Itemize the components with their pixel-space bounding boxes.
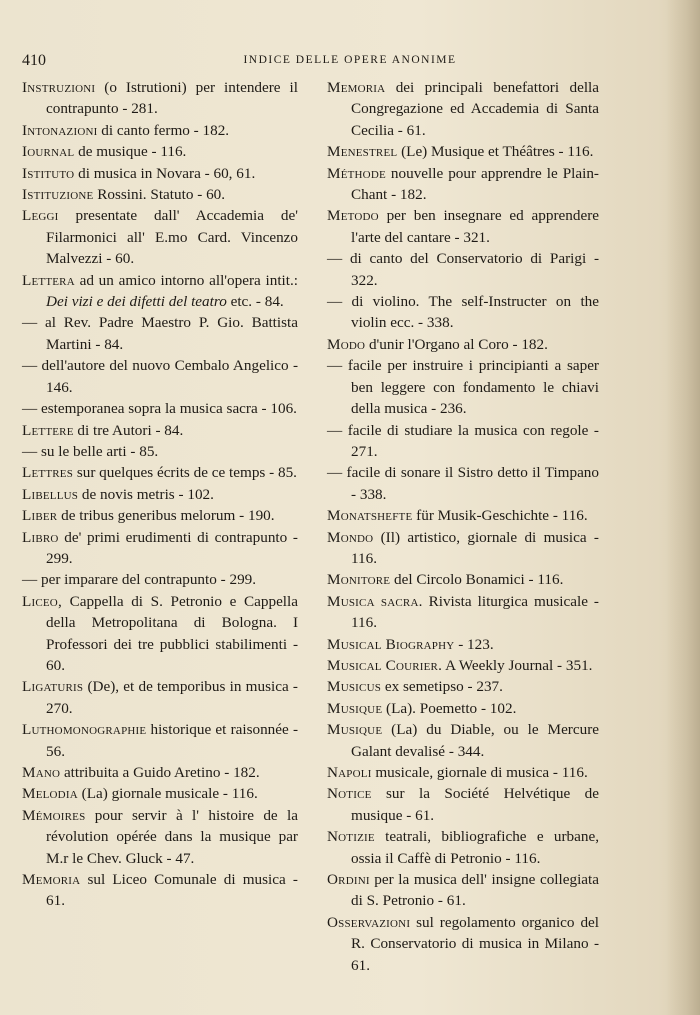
entry-text: ad un amico intorno all'opera intit.: [74, 271, 298, 289]
entry-text: sur la Société Helvétique de musique - 61. [351, 785, 599, 824]
entry-text: — estemporanea sopra la musica sacra - 106. [22, 400, 297, 418]
entry-heading: Intonazioni [22, 121, 98, 139]
index-entry [327, 655, 599, 676]
index-entry [327, 591, 599, 634]
entry-heading: Liceo, [22, 592, 62, 610]
index-entry [327, 355, 599, 419]
entry-heading: Luthomonographie [22, 721, 147, 739]
entry-text: di canto fermo - 182. [97, 121, 230, 139]
page-edge-shadow [666, 0, 700, 1015]
index-entry [22, 869, 298, 912]
entry-text: (La) giornale musicale - 116. [77, 785, 258, 803]
entry-text: sul Liceo Comunale di musica - 61. [46, 871, 298, 910]
entry-heading: Méthode [327, 164, 386, 182]
right-column [327, 77, 599, 976]
entry-heading: Iournal [22, 143, 75, 161]
entry-text: sul regolamento organico del R. Conservatorio di musica in Milano - 61. [351, 913, 599, 974]
entry-heading: Notice [327, 785, 372, 803]
entry-text: (La) du Diable, ou le Mercure Galant devalisé - 344. [351, 721, 599, 760]
entry-heading: Musicus [327, 678, 382, 696]
index-entry [22, 484, 298, 505]
entry-text: (o Istrutioni) per intendere il contrapunto - 281. [46, 79, 298, 118]
entry-heading: Napoli [327, 764, 372, 781]
index-entry [22, 462, 298, 483]
entry-heading: Libro [22, 528, 59, 546]
entry-heading: Musique [327, 721, 383, 739]
entry-heading: Osservazioni [327, 913, 411, 931]
entry-heading: Monitore [327, 571, 391, 589]
entry-text: für Musik-Geschichte - 116. [412, 507, 588, 525]
entry-text: Cappella di S. Petronio e Cappella della Metropolitana di Bologna. I Professori dei tre pubblici stabilimenti - 60. [46, 592, 298, 674]
index-entry [327, 527, 599, 570]
index-entry [22, 77, 298, 120]
entry-text: del Circolo Bonamici - 116. [390, 571, 564, 589]
index-entry [22, 420, 298, 441]
index-entry [327, 826, 599, 869]
entry-text: — su le belle arti - 85. [22, 442, 159, 460]
entry-heading: Liber [22, 507, 58, 525]
index-entry [327, 869, 599, 912]
index-entry [22, 441, 298, 462]
entry-text: — facile di sonare il Sistro detto il Timpano - 338. [327, 464, 599, 503]
index-entry [327, 505, 599, 526]
index-entry [22, 163, 298, 184]
entry-text: (De), et de temporibus in musica - 270. [46, 678, 298, 717]
index-entry [327, 912, 599, 976]
entry-heading: Istituto [22, 164, 75, 182]
entry-heading: Modo [327, 335, 366, 353]
entry-heading: Musica sacra. [327, 592, 423, 610]
entry-text: dei principali benefattori della Congregazione ed Accademia di Santa Cecilia - 61. [351, 79, 599, 139]
index-entry [327, 163, 599, 206]
entry-text: - 123. [454, 635, 494, 653]
index-entry [327, 462, 599, 505]
entry-text: per ben insegnare ed apprendere l'arte del cantare - 321. [351, 207, 599, 246]
entry-text-tail: etc. - 84. [226, 293, 284, 311]
entry-text: de musique - 116. [74, 143, 187, 161]
index-entry [22, 762, 298, 783]
running-title: INDICE DELLE OPERE ANONIME [243, 54, 457, 66]
entry-text: sur quelques écrits de ce temps - 85. [73, 464, 297, 482]
entry-heading: Lettres [22, 464, 74, 482]
entry-text: attribuita a Guido Aretino - 182. [60, 764, 260, 781]
index-entry [327, 676, 599, 697]
index-entry [327, 762, 599, 783]
index-entry [327, 420, 599, 463]
index-entry [327, 291, 599, 334]
page-number: 410 [22, 52, 46, 69]
entry-text: nouvelle pour apprendre le Plain-Chant - 182. [351, 164, 599, 204]
index-entry [22, 676, 298, 719]
page-header [22, 52, 678, 72]
entry-text: di musica in Novara - 60, 61. [74, 164, 256, 182]
index-entry [22, 805, 298, 869]
entry-text: — di canto del Conservatorio di Parigi - 322. [327, 250, 599, 289]
index-entry [22, 591, 298, 677]
entry-heading: Mémoires [22, 806, 86, 824]
entry-heading: Menestrel [327, 143, 398, 161]
index-entry [327, 783, 599, 826]
index-entry [22, 505, 298, 526]
entry-text: — al Rev. Padre Maestro P. Gio. Battista Martini - 84. [22, 314, 298, 353]
entry-heading: Libellus [22, 485, 79, 503]
entry-heading: Melodia [22, 785, 78, 803]
entry-text: de novis metris - 102. [78, 485, 214, 503]
entry-text: Rivista liturgica musicale - 116. [351, 592, 599, 632]
entry-text: di tre Autori - 84. [73, 421, 184, 439]
index-entry [22, 783, 298, 804]
index-entry [327, 141, 599, 162]
index-entry [327, 719, 599, 762]
entry-heading: Mondo [327, 528, 374, 546]
entry-heading: Musique [327, 699, 383, 717]
index-entry [22, 205, 298, 269]
index-entry [327, 334, 599, 355]
entry-text: teatrali, bibliografiche e urbane, ossia il Caffè di Petronio - 116. [351, 828, 599, 867]
entry-heading: Memoria [22, 871, 81, 889]
entry-text: (Il) artistico, giornale di musica - 116. [351, 528, 599, 567]
index-entry [22, 719, 298, 762]
entry-heading: Metodo [327, 207, 379, 225]
left-column [22, 77, 298, 912]
entry-text: per la musica dell' insigne collegiata di S. Petronio - 61. [351, 871, 599, 910]
entry-heading: Memoria [327, 79, 386, 96]
entry-heading: Musical Courier. [327, 656, 443, 674]
entry-heading: Ligaturis [22, 678, 84, 696]
entry-text: d'unir l'Organo al Coro - 182. [365, 335, 548, 353]
index-entry [22, 398, 298, 419]
entry-text: pour servir à l' histoire de la révolution opérée dans la musique par M.r le Chev. Gluck - 47. [46, 806, 298, 867]
index-entry [327, 248, 599, 291]
entry-heading: Musical Biography [327, 635, 455, 653]
entry-text: — di violino. The self-Instructer on the violin ecc. - 338. [327, 293, 599, 332]
entry-heading: Leggi [22, 207, 59, 225]
entry-heading: Instruzioni [22, 79, 96, 96]
entry-heading: Lettere [22, 421, 74, 439]
entry-heading: Lettera [22, 271, 75, 289]
entry-text: de tribus generibus melorum - 190. [57, 507, 275, 525]
entry-italic-title: Dei vizi e dei difetti del teatro [46, 293, 227, 311]
entry-text: de' primi erudimenti di contrapunto - 299. [46, 528, 298, 567]
index-entry [327, 698, 599, 719]
entry-text: (La). Poemetto - 102. [382, 699, 517, 717]
index-entry [22, 569, 298, 590]
index-entry [22, 120, 298, 141]
index-entry [327, 634, 599, 655]
index-entry [327, 205, 599, 248]
entry-text: — per imparare del contrapunto - 299. [22, 571, 257, 589]
entry-text: — facile per instruire i principianti a saper ben leggere con fondamento le chiavi della musica - 236. [327, 357, 599, 418]
entry-text: ex semetipso - 237. [381, 678, 503, 696]
entry-heading: Istituzione [22, 186, 94, 204]
entry-text: (Le) Musique et Théâtres - 116. [397, 143, 594, 161]
entry-text: musicale, giornale di musica - 116. [371, 764, 588, 781]
entry-heading: Ordini [327, 871, 370, 889]
index-entry [22, 312, 298, 355]
index-entry [22, 270, 298, 313]
entry-text: — facile di studiare la musica con regole - 271. [327, 421, 599, 460]
index-entry [22, 184, 298, 205]
entry-text: presentate dall' Accademia de' Filarmonici all' E.mo Card. Vincenzo Malvezzi - 60. [46, 207, 298, 268]
index-entry [22, 355, 298, 398]
entry-heading: Notizie [327, 828, 375, 846]
entry-text: — dell'autore del nuovo Cembalo Angelico - 146. [22, 357, 298, 396]
index-entry [22, 527, 298, 570]
index-entry [327, 77, 599, 141]
index-entry [327, 569, 599, 590]
entry-heading: Monatshefte [327, 507, 413, 525]
entry-text: historique et raisonnée - 56. [46, 721, 298, 760]
index-entry [22, 141, 298, 162]
entry-text: Rossini. Statuto - 60. [93, 186, 226, 204]
entry-heading: Mano [22, 764, 61, 781]
entry-text: A Weekly Journal - 351. [442, 656, 593, 674]
